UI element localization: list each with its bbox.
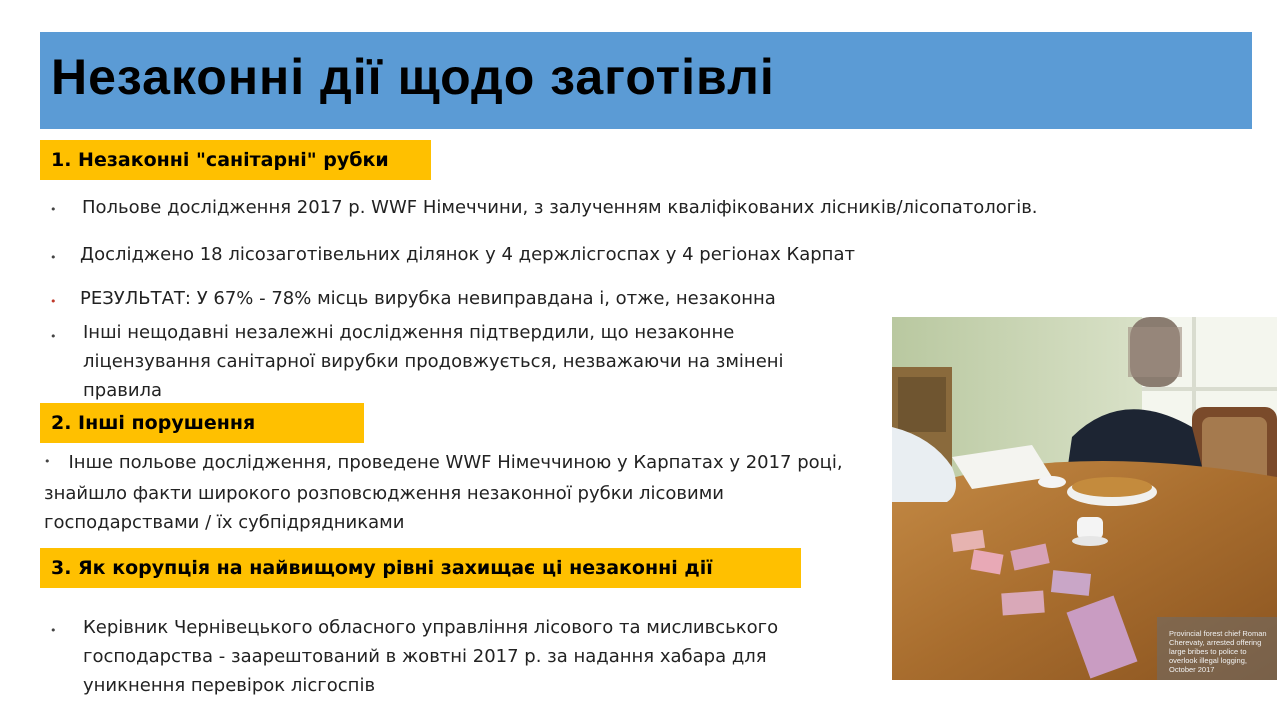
bullet-dot: •: [50, 295, 57, 308]
section-1-bullet-4: Інші нещодавні незалежні дослідження підтвердили, що незаконне ліцензування санітарної вирубки продовжується, незважаючи на змінені правила: [83, 322, 784, 401]
bullet-dot: •: [44, 455, 51, 468]
section-2-bullet: Інше польове дослідження, проведене WWF Німеччиною у Карпатах у 2017 році, знайшло факти широкого розповсюдження незаконної рубки лісовими господарствами / їх субпідрядниками: [44, 452, 843, 533]
arrest-photo-illustration: [892, 317, 1277, 680]
section-1-bullet-3: РЕЗУЛЬТАТ: У 67% - 78% місць вирубка невиправдана і, отже, незаконна: [80, 288, 776, 309]
photo-caption: Provincial forest chief Roman Cherevaty, arrested offering large bribes to police to overlook illegal logging, October 2017: [1169, 629, 1267, 674]
bullet-dot: •: [50, 251, 57, 264]
section-2-paragraph: [44, 448, 859, 537]
title-bar: [40, 32, 1252, 129]
slide-title: Незаконні дії щодо заготівлі: [51, 49, 775, 105]
section-2-heading: 2. Інші порушення: [40, 403, 364, 443]
arrest-photo: [892, 317, 1277, 680]
section-3-heading: 3. Як корупція на найвищому рівні захищає ці незаконні дії: [40, 548, 801, 588]
bullet-dot: •: [50, 624, 57, 637]
section-1-heading: 1. Незаконні "санітарні" рубки: [40, 140, 431, 180]
section-1-bullet-1: Польове дослідження 2017 р. WWF Німеччини, з залученням кваліфікованих лісників/лісопатологів.: [82, 197, 1038, 218]
section-1-bullet-2: Досліджено 18 лісозаготівельних ділянок у 4 держлісгоспах у 4 регіонах Карпат: [80, 244, 855, 265]
bullet-dot: •: [50, 203, 57, 216]
section-3-bullet: Керівник Чернівецького обласного управління лісового та мисливського господарства - заарештований в жовтні 2017 р. за надання хабара для уникнення перевірок лісгоспів: [83, 617, 779, 696]
bullet-dot: •: [50, 330, 57, 343]
